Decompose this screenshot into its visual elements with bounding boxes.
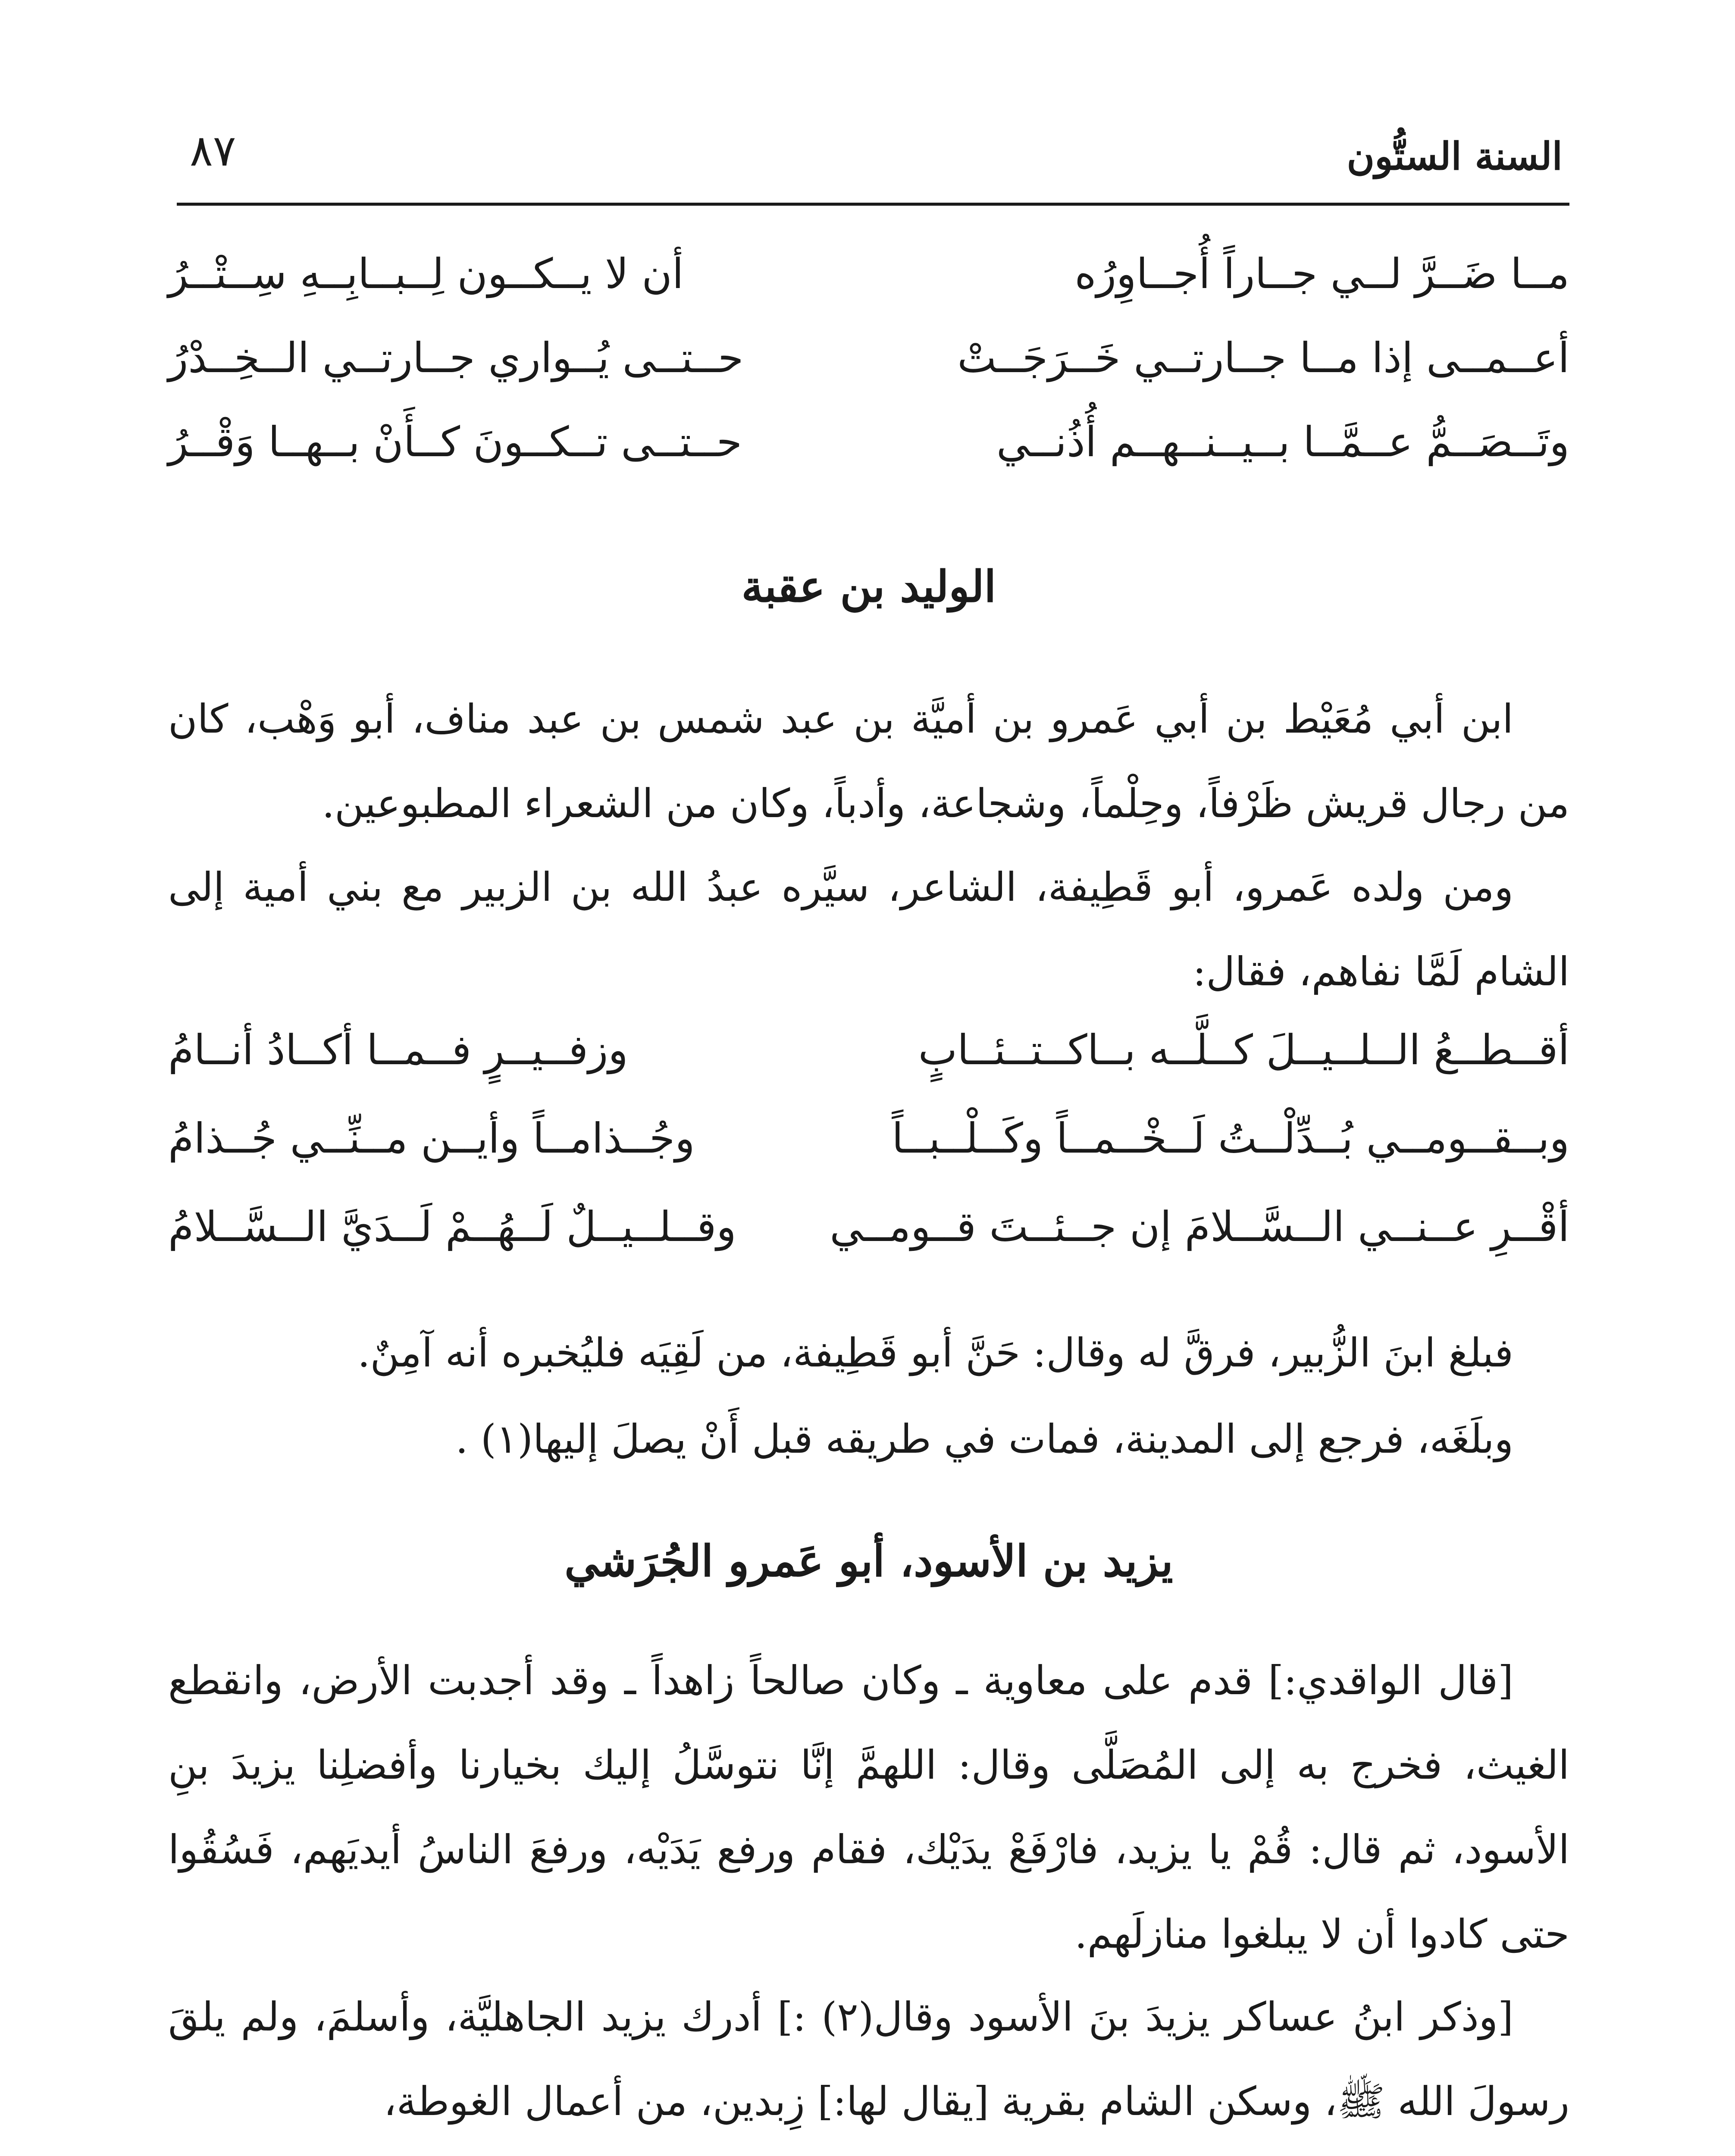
- paragraph: وبلَغَه، فرجع إلى المدينة، فمات في طريقه قبل أَنْ يصلَ إليها(١) .: [455, 1416, 1513, 1462]
- verse-first-hemistich: وبــقــومــي بُــدِّلْــتُ لَــخْــمــاً وكَــلْــبــاً: [892, 1114, 1569, 1163]
- verse-line: [168, 1097, 1569, 1179]
- page-number: ٨٧: [190, 125, 236, 176]
- verse-first-hemistich: وتَــصَــمُّ عــمَّــا بــيــنــهــم أُذُنــي: [996, 418, 1569, 466]
- section-heading: الوليد بن عقبة: [741, 561, 996, 612]
- verse-second-hemistich: حــتــى يُــواري جــارتــي الــخِــدْرُ: [168, 334, 744, 382]
- verse-first-hemistich: أعــمــى إذا مــا جــارتــي خَــرَجَــتْ: [957, 334, 1569, 382]
- verse-second-hemistich: حــتــى تــكــونَ كــأَنْ بــهــا وَقْــرُ: [168, 418, 742, 466]
- verse-line: [168, 233, 1569, 315]
- paragraph: [وذكر ابنُ عساكر يزيدَ بنَ الأسود وقال(٢) :] أدرك يزيد الجاهليَّة، وأسلمَ، ولم يلقَ رسولَ الله ﷺ، وسكن الشام بقرية [يقال لها:] زِبدين، من أعمال الغوطة،: [168, 1994, 1569, 2125]
- paragraph: فبلغ ابنَ الزُّبير، فرقَّ له وقال: حَنَّ أبو قَطِيفة، من لَقِيَه فليُخبره أنه آمِنٌ.: [357, 1330, 1513, 1376]
- header-rule: [177, 203, 1569, 206]
- verse-first-hemistich: أقْــرِ عــنــي الــسَّــلامَ إن جــئــتَ قــومــي: [830, 1203, 1569, 1251]
- verse-line: [168, 401, 1569, 483]
- paragraph: ابن أبي مُعَيْط بن أبي عَمرو بن أميَّة بن عبد شمس بن عبد مناف، أبو وَهْب، كان من رجال قريش ظَرْفاً، وحِلْماً، وشجاعة، وأدباً، وكان من الشعراء المطبوعين.: [168, 696, 1569, 827]
- verse-second-hemistich: أن لا يــكــون لِــبــابِــهِ سِــتْــرُ: [168, 250, 684, 298]
- verse-first-hemistich: أقــطــعُ الــلــيــلَ كــلَّــه بــاكــتــئــابٍ: [918, 1026, 1569, 1074]
- verse-second-hemistich: وجُــذامــاً وأيــن مــنِّــي جُــذامُ: [168, 1114, 695, 1163]
- verse-second-hemistich: وزفــيــرٍ فــمــا أكــادُ أنــامُ: [168, 1026, 628, 1074]
- paragraph: [قال الواقدي:] قدم على معاوية ـ وكان صالحاً زاهداً ـ وقد أجدبت الأرض، وانقطع الغيث، فخرج به إلى المُصَلَّى وقال: اللهمَّ إنَّا نتوسَّلُ إليك بخيارنا وأفضلِنا يزيدَ بنِ الأسود، ثم قال: قُمْ يا يزيد، فارْفَعْ يدَيْك، فقام ورفع يَدَيْه، ورفعَ الناسُ أيديَهم، فَسُقُوا حتى كادوا أن لا يبلغوا منازلَهم.: [168, 1658, 1570, 1957]
- verse-second-hemistich: وقــلــيــلٌ لَــهُــمْ لَــدَيَّ الــسَّــلامُ: [168, 1203, 736, 1251]
- running-title: السنة الستُّون: [1347, 134, 1563, 179]
- verse-first-hemistich: مــا ضَــرَّ لــي جــاراً أُجــاوِرُه: [1074, 250, 1569, 298]
- verse-line: [168, 1009, 1569, 1091]
- verse-line: [168, 317, 1569, 399]
- section-heading: يزيد بن الأسود، أبو عَمرو الجُرَشي: [564, 1536, 1173, 1586]
- paragraph: ومن ولده عَمرو، أبو قَطِيفة، الشاعر، سيَّره عبدُ الله بن الزبير مع بني أمية إلى الشام لَمَّا نفاهم، فقال:: [168, 864, 1569, 995]
- verse-line: [168, 1186, 1569, 1268]
